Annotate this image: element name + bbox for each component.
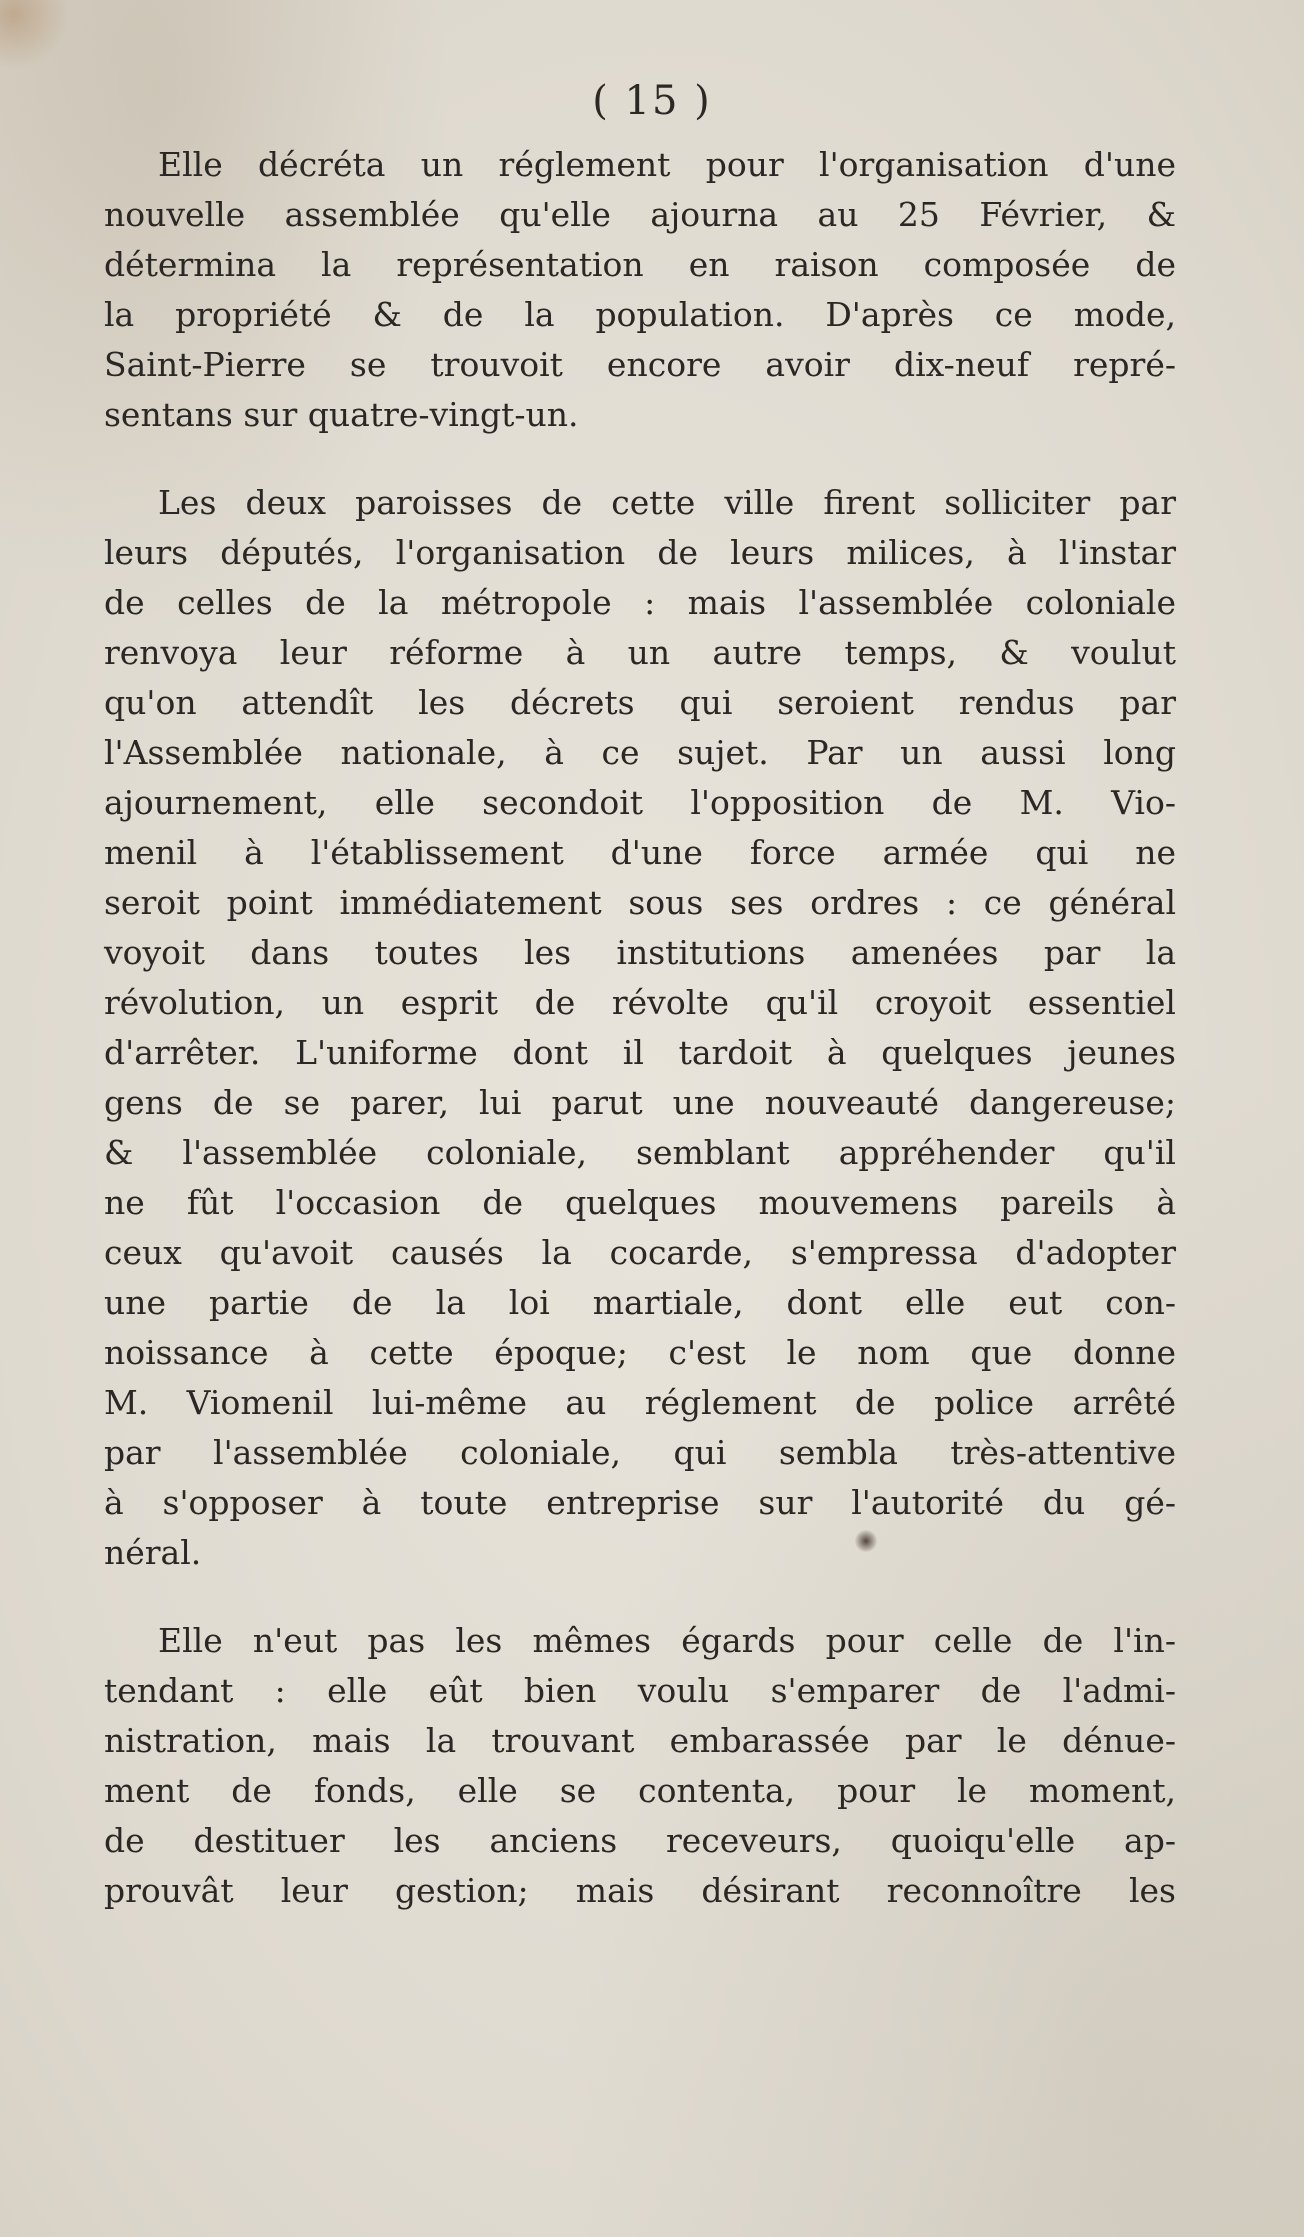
text-line: Saint-Pierre se trouvoit encore avoir dix-neuf repré- [104, 345, 1176, 384]
text-line: nistration, mais la trouvant embarassée par le dénue- [104, 1721, 1176, 1760]
text-line: noissance à cette époque; c'est le nom que donne [104, 1333, 1176, 1372]
text-line: & l'assemblée coloniale, semblant appréhender qu'il [104, 1133, 1176, 1172]
text-line: Elle décréta un réglement pour l'organisation d'une [158, 145, 1176, 184]
text-line: prouvât leur gestion; mais désirant reconnoître les [104, 1871, 1176, 1910]
text-line: l'Assemblée nationale, à ce sujet. Par un aussi long [104, 733, 1176, 772]
text-line: leurs députés, l'organisation de leurs milices, à l'instar [104, 533, 1176, 572]
text-line: nouvelle assemblée qu'elle ajourna au 25 Février, & [104, 195, 1176, 234]
paragraph-1 [104, 140, 1176, 440]
text-line: qu'on attendît les décrets qui seroient rendus par [104, 683, 1176, 722]
text-line: de celles de la métropole : mais l'assemblée coloniale [104, 583, 1176, 622]
text-line: seroit point immédiatement sous ses ordres : ce général [104, 883, 1176, 922]
text-line: à s'opposer à toute entreprise sur l'autorité du gé- [104, 1483, 1176, 1522]
page-number: ( 15 ) [592, 78, 712, 124]
paragraph-2 [104, 478, 1176, 1578]
text-line: révolution, un esprit de révolte qu'il croyoit essentiel [104, 983, 1176, 1022]
text-line: M. Viomenil lui-même au réglement de police arrêté [104, 1383, 1176, 1422]
corner-stain [0, 0, 70, 70]
text-line: ment de fonds, elle se contenta, pour le moment, [104, 1771, 1176, 1810]
text-line: par l'assemblée coloniale, qui sembla très-attentive [104, 1433, 1176, 1472]
text-line: une partie de la loi martiale, dont elle eut con- [104, 1283, 1176, 1322]
text-line: ne fût l'occasion de quelques mouvemens pareils à [104, 1183, 1176, 1222]
text-line: tendant : elle eût bien voulu s'emparer de l'admi- [104, 1671, 1176, 1710]
text-line: voyoit dans toutes les institutions amenées par la [104, 933, 1176, 972]
text-line: sentans sur quatre-vingt-un. [104, 395, 579, 434]
body-text [104, 140, 1176, 1954]
text-line: gens de se parer, lui parut une nouveauté dangereuse; [104, 1083, 1176, 1122]
text-line: ceux qu'avoit causés la cocarde, s'empressa d'adopter [104, 1233, 1176, 1272]
text-line: détermina la représentation en raison composée de [104, 245, 1176, 284]
text-line: d'arrêter. L'uniforme dont il tardoit à quelques jeunes [104, 1033, 1176, 1072]
text-line: de destituer les anciens receveurs, quoiqu'elle ap- [104, 1821, 1176, 1860]
text-line: la propriété & de la population. D'après ce mode, [104, 295, 1176, 334]
text-line: néral. [104, 1533, 202, 1572]
paragraph-3 [104, 1616, 1176, 1916]
text-line: menil à l'établissement d'une force armée qui ne [104, 833, 1176, 872]
text-line: renvoya leur réforme à un autre temps, & voulut [104, 633, 1176, 672]
text-line: ajournement, elle secondoit l'opposition de M. Vio- [104, 783, 1176, 822]
text-line: Elle n'eut pas les mêmes égards pour celle de l'in- [158, 1621, 1176, 1660]
text-line: Les deux paroisses de cette ville firent solliciter par [158, 483, 1176, 522]
